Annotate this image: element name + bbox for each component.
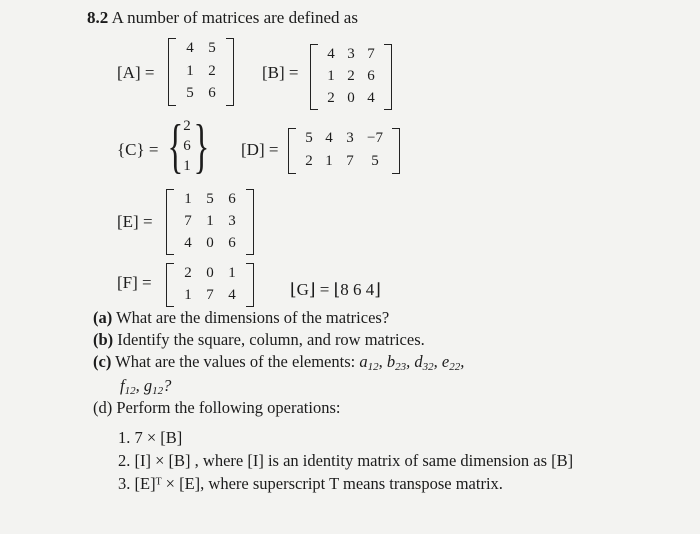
- question-b: (b) Identify the square, column, and row matrices.: [93, 330, 425, 349]
- matrix-g: ⌊G⌋ = ⌊8 6 4⌋: [290, 280, 381, 299]
- question-d: (d) Perform the following operations:: [93, 398, 341, 417]
- matrix-a-cell: 5: [186, 85, 194, 102]
- operation-2: 2. [I] × [B] , where [I] is an identity matrix of same dimension as [B]: [118, 451, 574, 470]
- matrix-e-cell: 6: [228, 191, 236, 207]
- matrix-b-cell: 1: [327, 68, 335, 84]
- matrix-c-label: {C} =: [117, 140, 159, 159]
- matrix-d: [288, 128, 400, 174]
- matrix-a-cell: 6: [208, 85, 216, 102]
- matrix-d-label: [D] =: [241, 140, 279, 159]
- matrix-a-label: [A] =: [117, 63, 155, 82]
- matrix-c-cell: 6: [183, 138, 191, 154]
- matrix-b-cell: 0: [347, 90, 355, 106]
- operation-1: 1. 7 × [B]: [118, 428, 183, 447]
- matrix-a-cell: 5: [208, 40, 216, 56]
- matrix-a: [168, 38, 234, 106]
- matrix-e-cell: 5: [206, 191, 214, 207]
- matrix-a-cell: 2: [208, 62, 216, 79]
- matrix-b-label: [B] =: [262, 63, 299, 82]
- matrix-b-cell: 2: [347, 68, 355, 84]
- question-c: (c) What are the values of the elements: $a_{12}$, $b_{23}$, $d_{32}$, $e_{22}$,: [93, 352, 465, 373]
- matrix-f-cell: 7: [206, 287, 214, 303]
- matrix-f-label: [F] =: [117, 273, 152, 292]
- problem-number: 8.2: [87, 8, 109, 27]
- matrix-a-cell: 4: [186, 40, 194, 56]
- matrix-e-cell: 1: [206, 213, 214, 229]
- matrix-e-cell: 6: [228, 235, 236, 251]
- matrix-e-cell: 1: [184, 191, 192, 207]
- matrix-f-cell: 4: [228, 287, 236, 303]
- matrix-d-cell: 4: [325, 130, 333, 146]
- problem-header: [87, 8, 358, 28]
- matrix-e-cell: 7: [184, 213, 192, 229]
- matrix-d-cell: 7: [346, 153, 354, 169]
- matrix-f-cell: 2: [184, 265, 192, 281]
- matrix-d-cell: 5: [305, 130, 313, 146]
- matrix-c-cell: 2: [183, 118, 191, 134]
- matrix-b-cell: 7: [367, 46, 375, 62]
- matrix-d-cell: −7: [367, 130, 383, 146]
- matrix-f: [166, 263, 254, 307]
- matrix-a-cell: 1: [186, 62, 194, 79]
- problem-title: A number of matrices are defined as: [111, 8, 358, 27]
- matrix-b: [310, 44, 392, 110]
- operation-3: 3. [E]ᵀ × [E], where superscript T means transpose matrix.: [118, 474, 503, 493]
- matrix-d-cell: 1: [325, 153, 333, 169]
- matrix-e-label: [E] =: [117, 212, 153, 231]
- matrix-f-cell: 1: [228, 265, 236, 281]
- matrix-f-cell: 0: [206, 265, 214, 281]
- matrix-b-cell: 4: [367, 90, 375, 106]
- matrix-d-cell: 3: [346, 130, 354, 146]
- matrix-e-cell: 0: [206, 235, 214, 251]
- matrix-e-cell: 4: [184, 235, 192, 251]
- matrix-f-cell: 1: [184, 287, 192, 303]
- matrix-b-cell: 4: [327, 46, 335, 62]
- matrix-b-cell: 2: [327, 90, 335, 106]
- matrix-d-cell: 2: [305, 153, 313, 169]
- question-a: (a) What are the dimensions of the matrices?: [93, 308, 390, 327]
- matrix-b-cell: 3: [347, 46, 355, 62]
- matrix-e-cell: 3: [228, 213, 236, 229]
- matrix-d-cell: 5: [371, 153, 379, 169]
- matrix-b-cell: 6: [367, 68, 375, 84]
- matrix-e: [166, 189, 254, 255]
- matrix-c-cell: 1: [183, 158, 191, 174]
- question-c-continued: $f_{12}$, $g_{12}$?: [120, 376, 172, 397]
